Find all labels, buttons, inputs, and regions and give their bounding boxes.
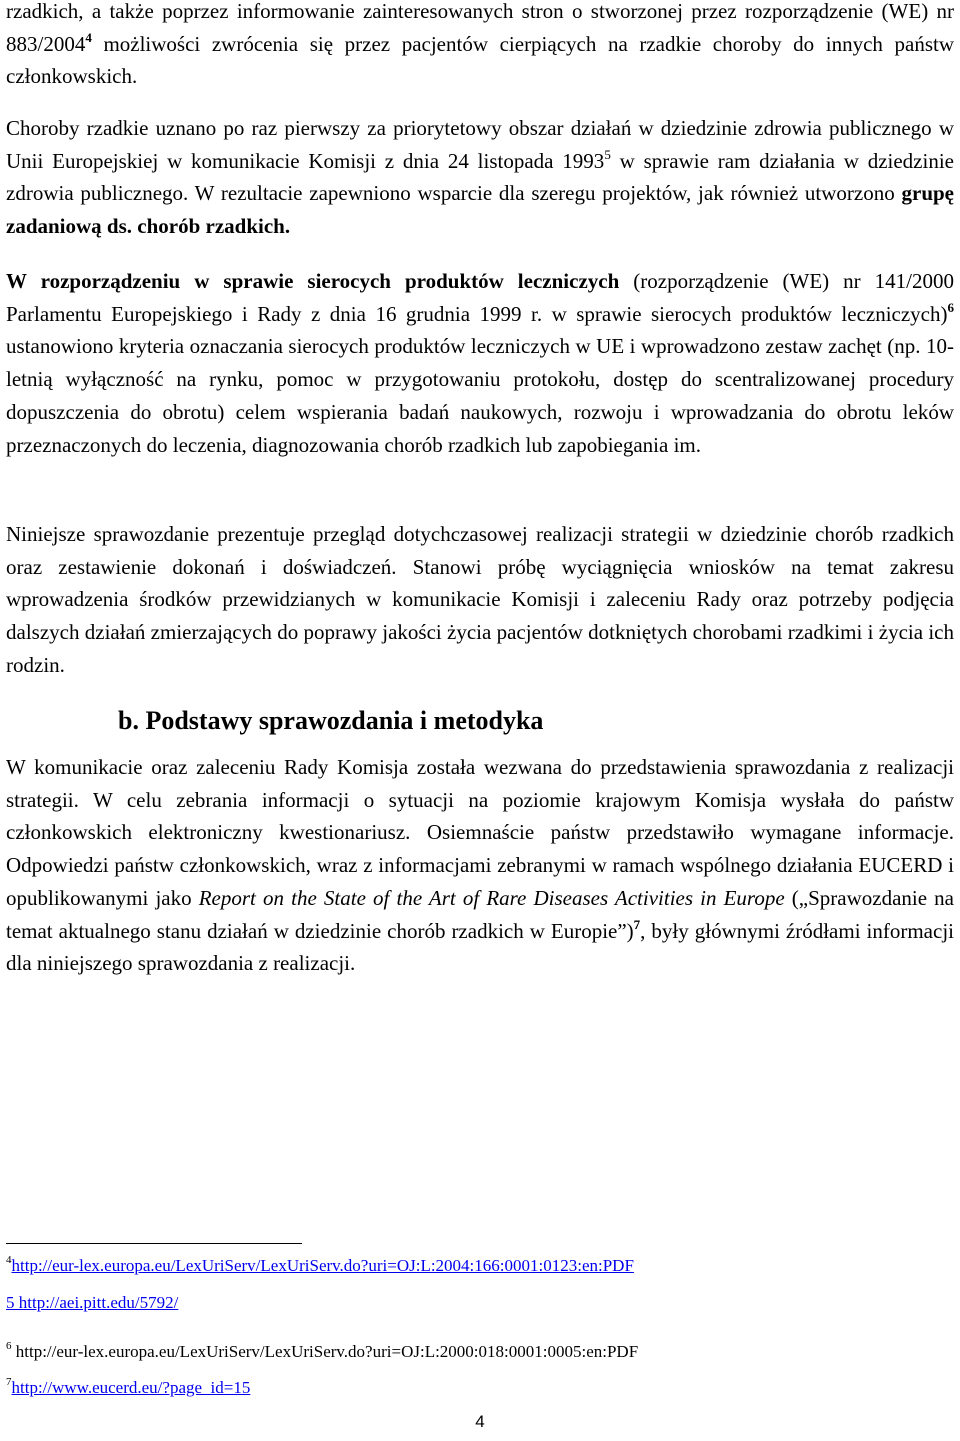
bold-text: W rozporządzeniu w sprawie sierocych produktów leczniczych — [6, 269, 620, 293]
italic-report-title: Report on the State of the Art of Rare Diseases Activities in Europe — [198, 885, 785, 910]
page-number: 4 — [475, 1412, 485, 1431]
footnote-link[interactable]: 5 http://aei.pitt.edu/5792/ — [6, 1293, 179, 1312]
footnote-5 — [6, 1293, 178, 1313]
paragraph-orphan-regulation — [6, 265, 954, 461]
paragraph-rare-diseases-priority — [6, 112, 954, 243]
footnote-number: 6 — [6, 1340, 12, 1353]
paragraph-text: , były głównymi źródłami informacji dla niniejszego sprawozdania z realizacji. — [6, 918, 954, 976]
paragraph-intro-continuation — [6, 0, 954, 93]
paragraph-text: („Sprawozdanie na temat aktualnego stanu działań w dziedzinie chorób rzadkich w Europie”) — [6, 885, 954, 943]
paragraph-text: (rozporządzenie (WE) nr 141/2000 Parlamentu Europejskiego i Rady z dnia 16 grudnia 1999 r. w sprawie sierocych produktów leczniczych) — [6, 269, 954, 326]
paragraph-methodology — [6, 751, 954, 980]
paragraph-text: Niniejsze sprawozdanie prezentuje przegląd dotychczasowej realizacji strategii w dziedzinie chorób rzadkich oraz zestawienie dokonań i doświadczeń. Stanowi próbę wyciągnięcia wniosków na temat zakresu wprowadzenia środków przewidzianych w komunikacie Komisji i zaleceniu Rady oraz potrzeby podjęcia dalszych działań zmierzających do poprawy jakości życia pacjentów dotkniętych chorobami rzadkimi i życia ich rodzin. — [6, 522, 954, 677]
paragraph-text: W komunikacie oraz zaleceniu Rady Komisja została wezwana do przedstawienia sprawozdania z realizacji strategii. W celu zebrania informacji o sytuacji na poziomie krajowym Komisja wysłała do państw członkowskich elektroniczny kwestionariusz. Osiemnaście państw przedstawiło wymagane informacje. Odpowiedzi państw członkowskich, wraz z informacjami zebranymi w ramach wspólnego działania EUCERD i opublikowanymi jako — [6, 755, 954, 910]
footnote-link[interactable]: http://eur-lex.europa.eu/LexUriServ/LexUriServ.do?uri=OJ:L:2004:166:0001:0123:en:PDF — [11, 1256, 634, 1275]
section-heading: b. Podstawy sprawozdania i metodyka — [118, 706, 544, 735]
footnote-ref-4[interactable]: 4 — [85, 29, 92, 45]
footnote-number: 7 — [6, 1376, 12, 1389]
paragraph-text: możliwości zwrócenia się przez pacjentów cierpiących na rzadkie choroby do innych państw członkowskich. — [6, 31, 954, 89]
footnote-ref-6[interactable]: 6 — [947, 299, 954, 315]
paragraph-text: w sprawie ram działania w dziedzinie zdrowia publicznego. W rezultacie zapewniono wsparcie dla szeregu projektów, jak również utworzono — [6, 148, 954, 206]
bold-text: grupę zadaniową ds. chorób rzadkich. — [6, 181, 954, 239]
paragraph-report-overview — [6, 518, 954, 682]
footnote-url-text: http://eur-lex.europa.eu/LexUriServ/LexUriServ.do?uri=OJ:L:2000:018:0001:0005:en:PDF — [11, 1342, 639, 1361]
footnote-7 — [6, 1378, 250, 1398]
paragraph-text: Choroby rzadkie uznano po raz pierwszy za priorytetowy obszar działań w dziedzinie zdrowia publicznego w Unii Europejskiej w komunikacie Komisji z dnia 24 listopada 1993 — [6, 116, 954, 173]
footnote-separator — [6, 1243, 302, 1244]
footnote-link[interactable]: http://www.eucerd.eu/?page_id=15 — [11, 1378, 251, 1397]
footnote-6 — [6, 1342, 638, 1362]
footnote-ref-5[interactable]: 5 — [604, 146, 611, 162]
paragraph-text: rzadkich, a także poprzez informowanie zainteresowanych stron o stworzonej przez rozporządzenie (WE) nr 883/2004 — [6, 0, 954, 56]
footnote-ref-7[interactable]: 7 — [633, 916, 641, 932]
footnote-4 — [6, 1256, 634, 1276]
paragraph-text: ustanowiono kryteria oznaczania sierocych produktów leczniczych w UE i wprowadzono zestaw zachęt (np. 10-letnią wyłączność na rynku, pomoc w przygotowaniu protokołu, dostęp do scentralizowanej procedury dopuszczenia do obrotu) celem wspierania badań naukowych, rozwoju i wprowadzania do obrotu leków przeznaczonych do leczenia, diagnozowania chorób rzadkich lub zapobiegania im. — [6, 334, 954, 457]
footnote-number: 4 — [6, 1254, 12, 1267]
